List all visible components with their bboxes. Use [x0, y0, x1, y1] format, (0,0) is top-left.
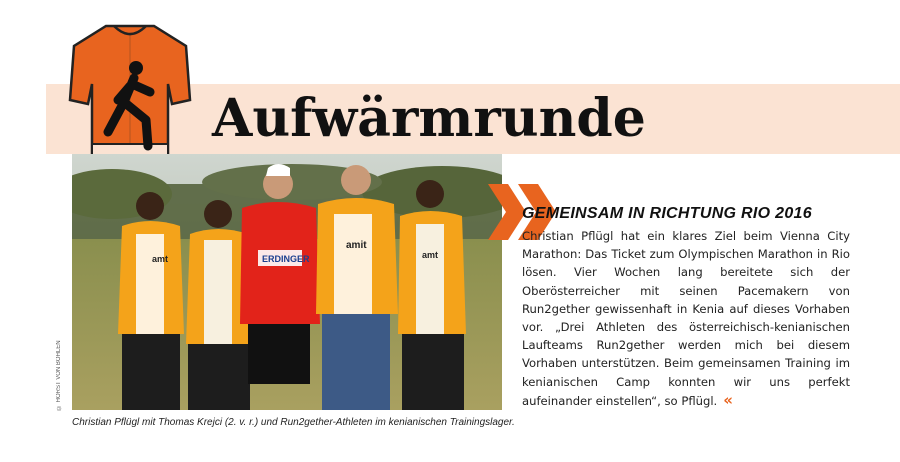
- headline: Aufwärmrunde: [212, 88, 646, 149]
- shirt-logo: amt: [422, 250, 439, 260]
- closing-quote: «: [723, 390, 733, 409]
- shirt-logo: amt: [152, 254, 169, 264]
- article-body: [522, 227, 850, 410]
- athlete-figure: [118, 192, 184, 410]
- jersey-stretching-runner-icon: [66, 20, 194, 166]
- shirt-logo: ERDINGER: [262, 254, 310, 264]
- team-photo: [72, 154, 502, 410]
- shirt-logo: amit: [346, 240, 367, 251]
- article-subhead: GEMEINSAM IN RICHTUNG RIO 2016: [522, 205, 812, 222]
- photo-caption: Christian Pflügl mit Thomas Krejci (2. v. r.) und Run2gether-Athleten im kenianischen Trainingslager.: [72, 417, 515, 428]
- article-body-text: Christian Pflügl hat ein klares Ziel beim Vienna City Marathon: Das Ticket zum Olympischen Marathon in Rio lösen. Vier Wochen lang bereitete sich der Oberösterreicher mit seinen Pacemakern von Run2gether gewissenhaft in Kenia auf dieses Vorhaben vor. „Drei Athleten des österreichisch-kenianischen Laufteams Run2gether werden mich bei diesem Vorhaben unterstützen. Beim gemeinsamen Training im kenianischen Camp konnten wir uns perfekt aufeinander einstellen“, so Pflügl.: [522, 229, 850, 408]
- photo-credit: © HORST VON BOHLEN: [56, 340, 62, 410]
